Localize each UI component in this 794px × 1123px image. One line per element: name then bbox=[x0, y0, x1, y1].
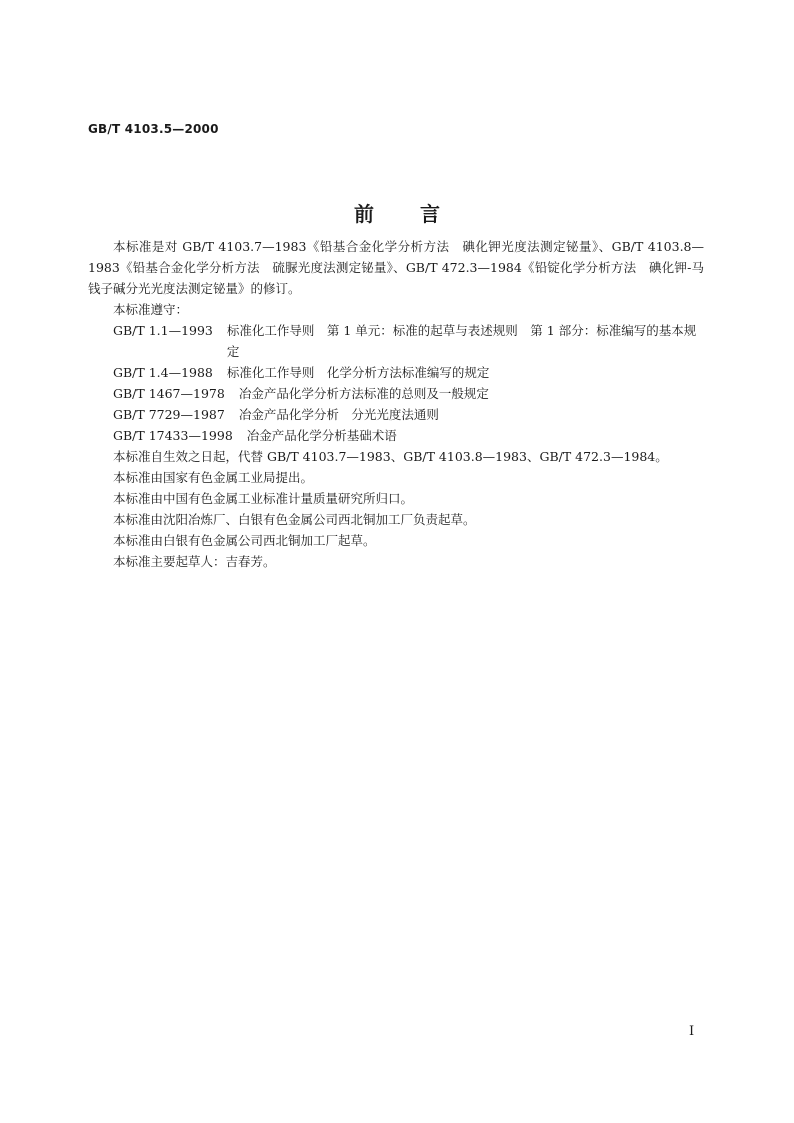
reference-code: GB/T 7729—1987 bbox=[113, 407, 225, 422]
reference-item bbox=[88, 383, 704, 404]
reference-title: 冶金产品化学分析 分光光度法通则 bbox=[238, 407, 439, 422]
reference-title: 标准化工作导则 第 1 单元：标准的起草与表述规则 第 1 部分：标准编写的基本规定 bbox=[226, 323, 697, 359]
reference-code: GB/T 1467—1978 bbox=[113, 386, 225, 401]
reference-title: 标准化工作导则 化学分析方法标准编写的规定 bbox=[226, 365, 490, 380]
reference-item bbox=[88, 404, 704, 425]
statement-paragraph: 本标准由白银有色金属公司西北铜加工厂起草。 bbox=[113, 533, 376, 548]
reference-code: GB/T 1.4—1988 bbox=[113, 365, 213, 380]
statement-paragraph: 本标准由沈阳冶炼厂、白银有色金属公司西北铜加工厂负责起草。 bbox=[113, 512, 476, 527]
title-char-2: 言 bbox=[420, 202, 440, 226]
reference-title: 冶金产品化学分析基础术语 bbox=[246, 428, 397, 443]
reference-item bbox=[88, 425, 704, 446]
statement-paragraph: 本标准由国家有色金属工业局提出。 bbox=[113, 470, 314, 485]
statement-paragraph: 本标准主要起草人：吉春芳。 bbox=[113, 554, 276, 569]
page-title bbox=[0, 198, 794, 227]
reference-title: 冶金产品化学分析方法标准的总则及一般规定 bbox=[238, 386, 489, 401]
reference-item bbox=[88, 362, 704, 383]
page-number: I bbox=[689, 1024, 695, 1039]
intro-paragraph: 本标准是对 GB/T 4103.7—1983《铅基合金化学分析方法 碘化钾光度法测定铋量》、GB/T 4103.8—1983《铅基合金化学分析方法 硫脲光度法测定铋量》、GB/T 472.3—1984《铅锭化学分析方法 碘化钾-马钱子碱分光光度法测定铋量》的修订。 bbox=[88, 239, 704, 296]
statement-paragraph: 本标准由中国有色金属工业标准计量质量研究所归口。 bbox=[113, 491, 414, 506]
foreword-body bbox=[88, 236, 704, 572]
reference-item bbox=[88, 320, 704, 362]
reference-code: GB/T 17433—1998 bbox=[113, 428, 233, 443]
statement-paragraph: 本标准自生效之日起，代替 GB/T 4103.7—1983、GB/T 4103.8—1983、GB/T 472.3—1984。 bbox=[113, 449, 668, 464]
standard-code: GB/T 4103.5—2000 bbox=[88, 122, 219, 136]
title-char-1: 前 bbox=[354, 202, 374, 226]
follows-label: 本标准遵守： bbox=[113, 302, 189, 317]
reference-code: GB/T 1.1—1993 bbox=[113, 323, 213, 338]
